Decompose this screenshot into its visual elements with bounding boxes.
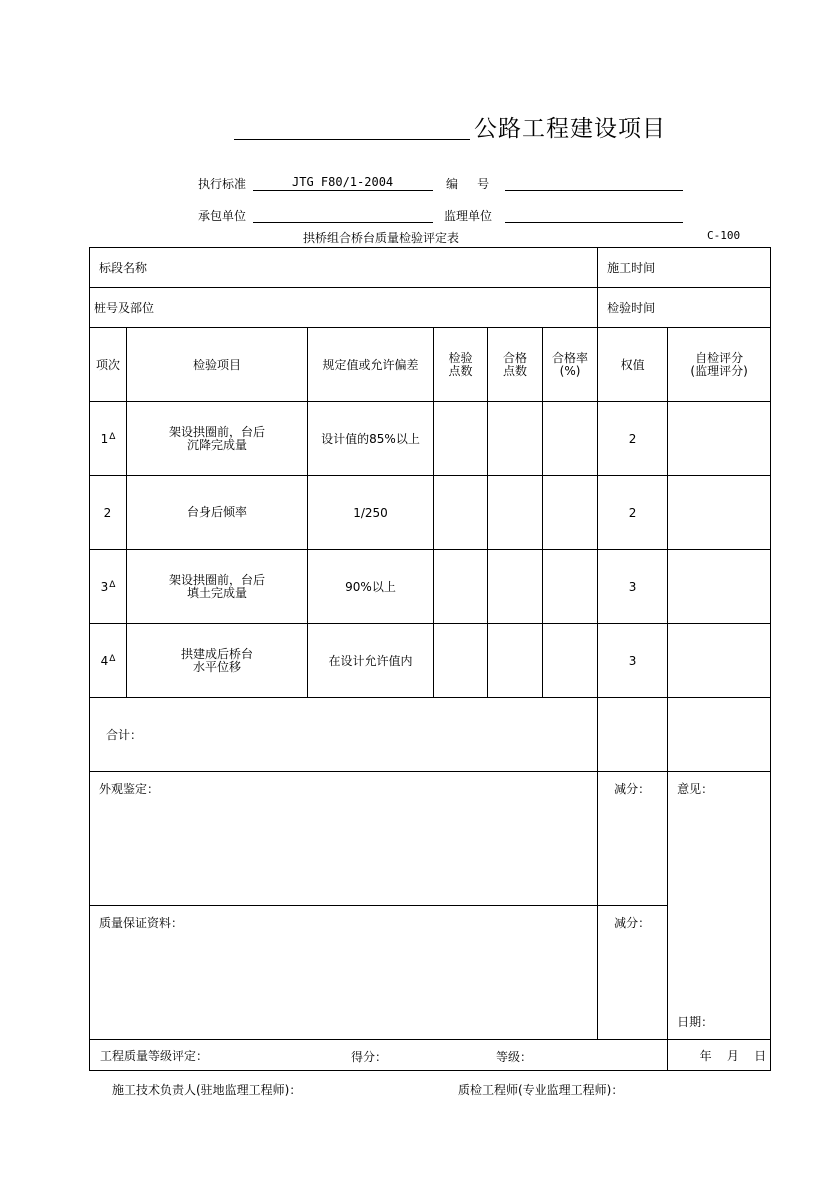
row-weight-cell: 3	[598, 624, 668, 698]
row-item-cell: 拱建成后桥台 水平位移	[127, 624, 308, 698]
col-score: 自检评分 (监理评分)	[668, 328, 771, 402]
deduction-label: 减分：	[614, 916, 651, 930]
total-row	[90, 698, 771, 772]
level-label: 等级：	[496, 1050, 533, 1064]
standard-field-line	[253, 190, 433, 191]
col-weight: 权值	[598, 328, 668, 402]
quality-docs-label: 质量保证资料：	[99, 916, 184, 930]
qc-engineer-signature-label: 质检工程师(专业监理工程师)：	[458, 1083, 624, 1097]
section-name-label: 标段名称	[99, 261, 148, 275]
row-score-cell[interactable]	[668, 402, 771, 476]
appearance-cell[interactable]	[90, 772, 598, 906]
supervisor-label: 监理单位	[444, 209, 493, 223]
row-qualified-cell[interactable]	[488, 476, 543, 550]
row-spec-cell: 在设计允许值内	[308, 624, 434, 698]
appearance-label: 外观鉴定：	[99, 782, 160, 796]
key-item-marker: Δ	[109, 653, 116, 664]
pile-location-label: 桩号及部位	[94, 301, 155, 315]
inspection-time-cell[interactable]	[598, 288, 771, 328]
tech-lead-signature-label: 施工技术负责人(驻地监理工程师)：	[112, 1083, 302, 1097]
form-name: 拱桥组合桥台质量检验评定表	[303, 231, 460, 245]
row-spec-cell: 设计值的85%以上	[308, 402, 434, 476]
row-rate-cell[interactable]	[543, 476, 598, 550]
row-rate-cell[interactable]	[543, 402, 598, 476]
row-qualified-cell[interactable]	[488, 550, 543, 624]
inspection-table	[89, 247, 771, 1071]
col-check-item: 检验项目	[127, 328, 308, 402]
row-no-cell: $4^\Delta$	[90, 624, 127, 698]
row-score-cell[interactable]	[668, 624, 771, 698]
construction-time-cell[interactable]	[598, 248, 771, 288]
row-weight-cell: 2	[598, 476, 668, 550]
appearance-deduction-cell[interactable]	[598, 772, 668, 906]
col-item-no: 项次	[90, 328, 127, 402]
row-qualified-cell[interactable]	[488, 624, 543, 698]
total-weight-cell[interactable]	[598, 698, 668, 772]
row-rate-cell[interactable]	[543, 550, 598, 624]
grade-eval-cell[interactable]	[90, 1040, 668, 1071]
row-no-cell: $3^\Delta$	[90, 550, 127, 624]
appearance-row	[90, 772, 771, 906]
row-rate-cell[interactable]	[543, 624, 598, 698]
grade-row	[90, 1040, 771, 1071]
row-item-cell: 架设拱圈前，台后 填土完成量	[127, 550, 308, 624]
table-row	[90, 624, 771, 698]
date-ymd[interactable]: 年 月 日	[668, 1040, 771, 1071]
col-points: 检验 点数	[434, 328, 488, 402]
table-row	[90, 476, 771, 550]
total-cell[interactable]	[90, 698, 598, 772]
column-header-row	[90, 328, 771, 402]
score-label: 得分：	[351, 1050, 388, 1064]
row-score-cell[interactable]	[668, 550, 771, 624]
number-label: 编 号	[446, 177, 490, 191]
form-code: C-100	[707, 229, 741, 242]
total-label: 合计：	[106, 728, 143, 742]
standard-label: 执行标准	[198, 177, 247, 191]
row-points-cell[interactable]	[434, 550, 488, 624]
total-score-cell[interactable]	[668, 698, 771, 772]
row-item-cell: 架设拱圈前，台后 沉降完成量	[127, 402, 308, 476]
quality-docs-cell[interactable]	[90, 906, 598, 1040]
key-item-marker: Δ	[109, 431, 116, 442]
row-points-cell[interactable]	[434, 624, 488, 698]
date-label: 日期：	[677, 1015, 714, 1029]
deduction-label: 减分：	[614, 782, 651, 796]
row-no-cell: $1^\Delta$	[90, 402, 127, 476]
contractor-label: 承包单位	[198, 209, 247, 223]
pile-location-cell[interactable]	[90, 288, 598, 328]
row-spec-cell: 90%以上	[308, 550, 434, 624]
row-weight-cell: 3	[598, 550, 668, 624]
opinion-label: 意见：	[677, 782, 714, 796]
supervisor-field[interactable]	[505, 222, 683, 223]
col-spec: 规定值或允许偏差	[308, 328, 434, 402]
row-item-cell: 台身后倾率	[127, 476, 308, 550]
row-score-cell[interactable]	[668, 476, 771, 550]
page-title: 公路工程建设项目	[474, 116, 666, 142]
col-rate: 合格率 (%)	[543, 328, 598, 402]
table-row	[90, 402, 771, 476]
project-name-blank[interactable]	[234, 139, 470, 140]
construction-time-label: 施工时间	[607, 261, 656, 275]
grade-eval-label: 工程质量等级评定：	[100, 1048, 209, 1063]
inspection-time-label: 检验时间	[607, 301, 656, 315]
section-name-cell[interactable]	[90, 248, 598, 288]
quality-docs-deduction-cell[interactable]	[598, 906, 668, 1040]
row-points-cell[interactable]	[434, 402, 488, 476]
row-spec-cell: 1/250	[308, 476, 434, 550]
row-qualified-cell[interactable]	[488, 402, 543, 476]
contractor-field[interactable]	[253, 222, 433, 223]
row-no-cell: 2	[90, 476, 127, 550]
col-qualified: 合格 点数	[488, 328, 543, 402]
number-field[interactable]	[505, 190, 683, 191]
row-weight-cell: 2	[598, 402, 668, 476]
row-points-cell[interactable]	[434, 476, 488, 550]
standard-value[interactable]: JTG F80/1-2004	[292, 175, 394, 189]
table-row	[90, 550, 771, 624]
opinion-cell[interactable]	[668, 772, 771, 1040]
key-item-marker: Δ	[109, 579, 116, 590]
